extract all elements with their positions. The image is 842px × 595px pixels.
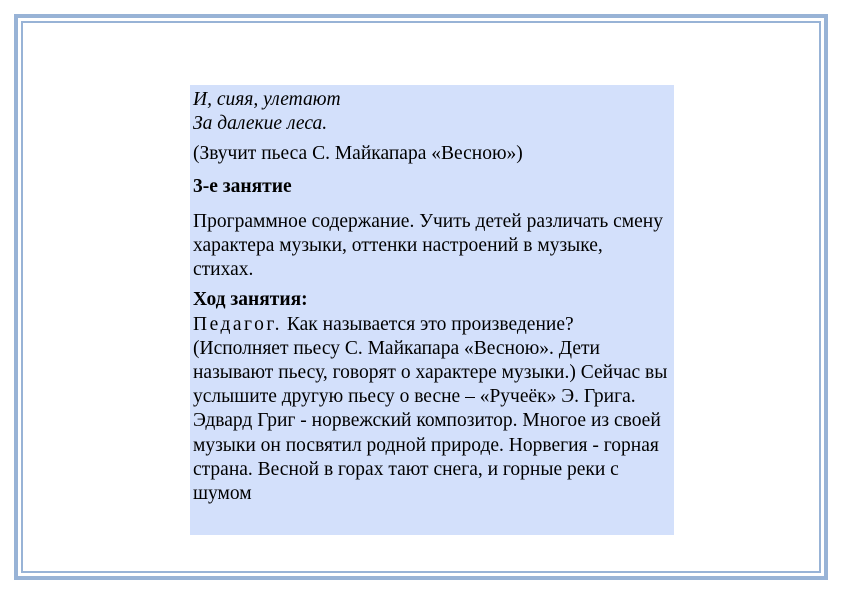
poem-line-2: За далекие леса. — [193, 113, 328, 135]
slide-text-box — [190, 85, 674, 535]
poem-line-1: И, сияя, улетают — [193, 89, 341, 110]
course-heading: Ход занятия: — [193, 289, 308, 311]
teacher-label: Педагог. — [193, 313, 282, 335]
stage-note: (Звучит пьеса С. Майкапара «Весною») — [193, 143, 523, 165]
teacher-speech: Как называется это произведение? (Исполняет пьесу С. Майкапара «Весною». Дети называют пьесу, говорят о характере музыки.) Сейчас вы услышите другую пьесу о весне – «Ручеёк» Э. Грига. Эдвард Григ - норвежский композитор. Многое из своей музыки он посвятил родной природе. Норвегия - горная страна. Весной в горах тают снега, и горные реки с шумом — [193, 313, 668, 505]
lesson-heading: 3-е занятие — [193, 175, 292, 197]
teacher-paragraph — [193, 313, 668, 507]
program-content: Программное содержание. Учить детей различать смену характера музыки, оттенки настроений в музыке, стихах. — [193, 210, 663, 281]
